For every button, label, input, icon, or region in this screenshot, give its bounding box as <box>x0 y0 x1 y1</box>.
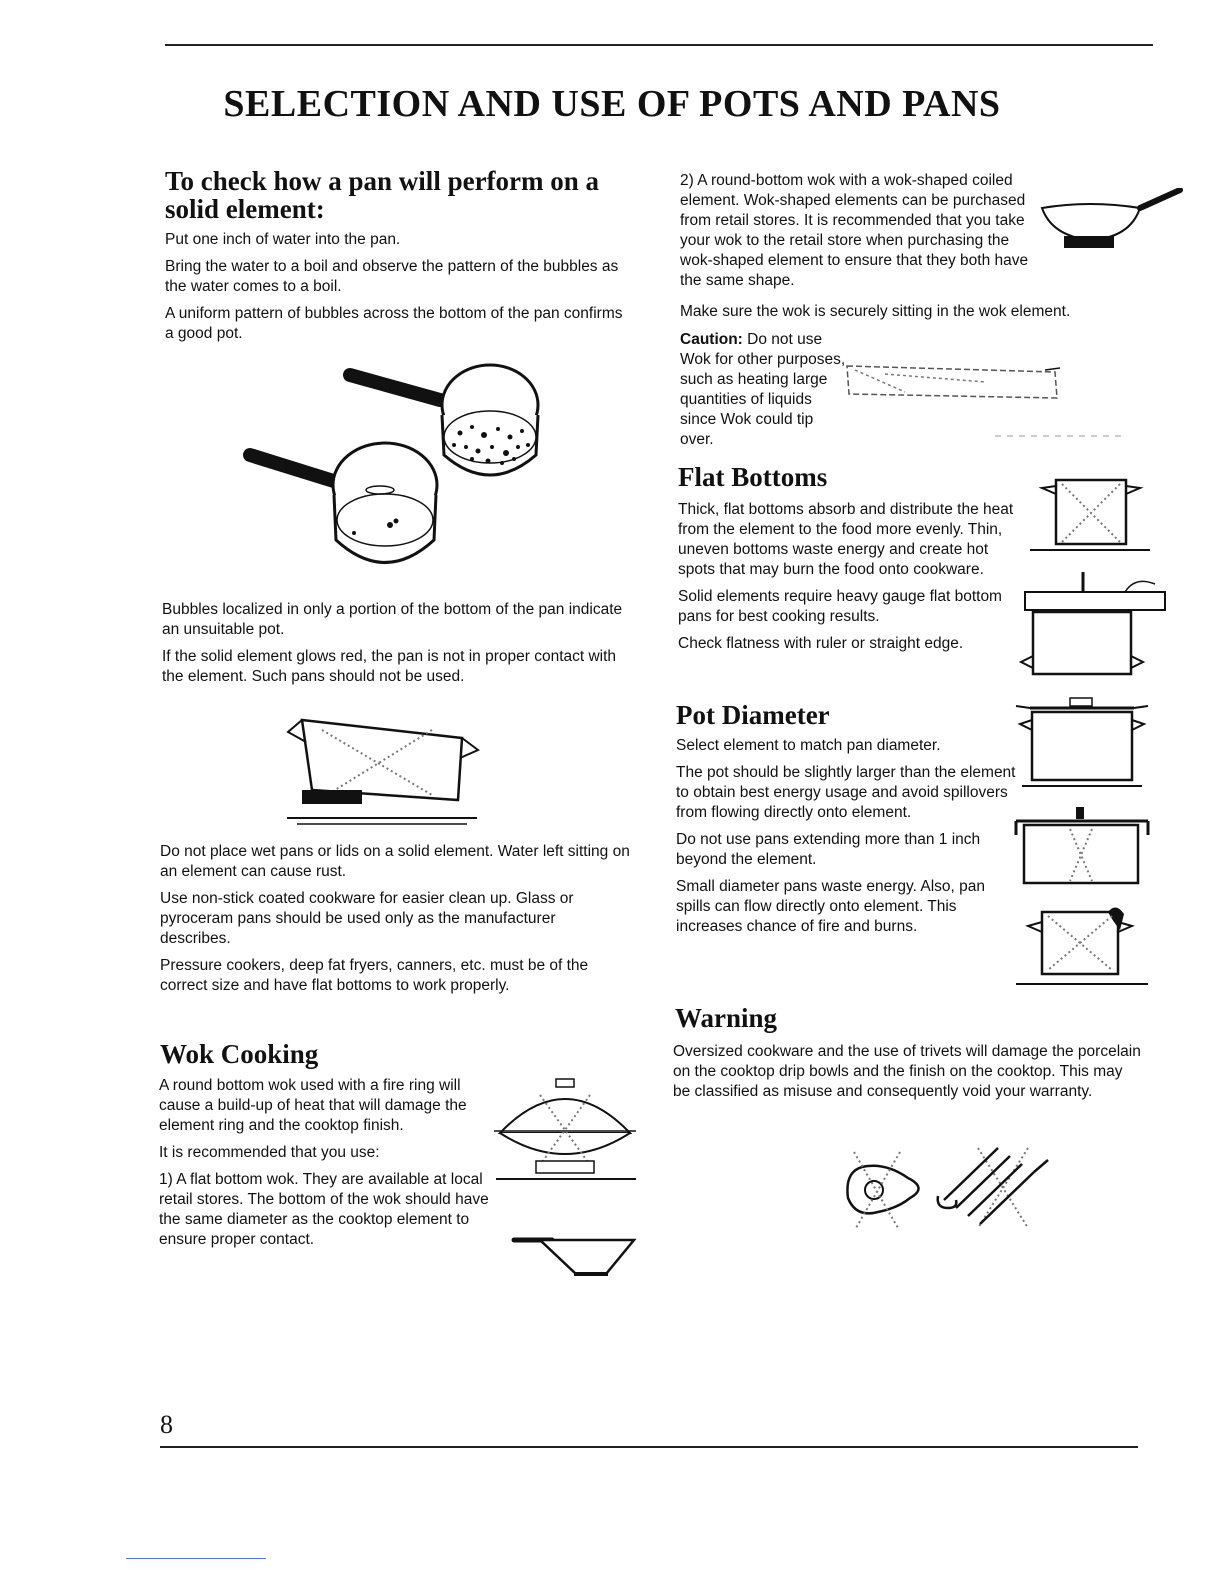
wok-cooking-p2: It is recommended that you use: <box>159 1144 380 1161</box>
wok-tip-figure <box>845 358 1135 448</box>
warning-heading: Warning <box>675 1003 778 1033</box>
wok-cooking-p5: Make sure the wok is securely sitting in the wok element. <box>680 303 1071 320</box>
caution-text: Do not use Wok for other purposes, such as heating large quantities of liquids since Wok could tip over. <box>680 331 846 448</box>
check-pan-notes <box>160 842 630 1003</box>
flat-bottoms-p1: Thick, flat bottoms absorb and distribute the heat from the element to the food more evenly. Thin, uneven bottoms waste energy and create hot spots that may burn the food onto cookware. <box>678 501 1014 578</box>
page-number: 8 <box>160 1410 173 1439</box>
pot-diameter-p3: Do not use pans extending more than 1 inch beyond the element. <box>676 831 981 868</box>
ruler-check-figure <box>1015 568 1170 683</box>
check-pan-p1: Put one inch of water into the pan. <box>165 231 401 248</box>
caution-label: Caution: <box>680 331 743 348</box>
check-pan-more <box>162 600 627 694</box>
flat-wok-figure <box>510 1228 640 1278</box>
bottom-rule <box>160 1446 1138 1448</box>
wok-element-figure <box>1040 188 1185 258</box>
check-pan-p5: If the solid element glows red, the pan is not in proper contact with the element. Such pans should not be used. <box>162 648 617 685</box>
warning-p1: Oversized cookware and the use of trivets will damage the porcelain on the cooktop drip bowls and the finish on the cooktop. This may be classified as misuse and consequently void your warranty. <box>673 1043 1141 1100</box>
flat-bottoms-p2: Solid elements require heavy gauge flat bottom pans for best cooking results. <box>678 588 1002 625</box>
wok-caution <box>680 330 850 450</box>
flat-bottom-x-figure <box>1028 466 1153 566</box>
bottom-link-underline <box>126 1558 266 1559</box>
wok-cooking-text <box>159 1076 499 1257</box>
check-pan-intro <box>165 230 625 351</box>
flat-bottoms-p3: Check flatness with ruler or straight edge. <box>678 635 964 652</box>
bubbles-figure <box>240 355 560 575</box>
wok-secure-text <box>680 302 1150 329</box>
check-pan-p3: A uniform pattern of bubbles across the bottom of the pan confirms a good pot. <box>165 305 623 342</box>
wok-cooking-p3: 1) A flat bottom wok. They are available at local retail stores. The bottom of the wok should have the same diameter as the cooktop element to ensure proper contact. <box>159 1171 489 1248</box>
check-pan-p2: Bring the water to a boil and observe the pattern of the bubbles as the water comes to a boil. <box>165 258 619 295</box>
trivets-figure <box>838 1138 1058 1238</box>
flat-bottoms-text <box>678 500 1023 661</box>
check-pan-p7: Use non-stick coated cookware for easier clean up. Glass or pyroceram pans should be used only as the manufacturer describes. <box>160 890 574 947</box>
unsuitable-pot-figure <box>282 700 482 835</box>
pot-good-figure <box>1008 694 1158 794</box>
check-pan-p6: Do not place wet pans or lids on a solid element. Water left sitting on an element can cause rust. <box>160 843 630 880</box>
flat-bottoms-heading: Flat Bottoms <box>678 462 828 492</box>
pot-diameter-heading: Pot Diameter <box>676 700 830 730</box>
pot-diameter-text <box>676 736 1021 944</box>
wok-cooking-text-cont <box>680 171 1045 291</box>
pot-diameter-p4: Small diameter pans waste energy. Also, pan spills can flow directly onto element. This increases chance of fire and burns. <box>676 878 986 935</box>
pot-oversize-figure <box>1012 805 1152 890</box>
pot-diameter-p1: Select element to match pan diameter. <box>676 737 941 754</box>
pot-diameter-p2: The pot should be slightly larger than the element to obtain best energy usage and avoid spillovers from flowing directly onto element. <box>676 764 1016 821</box>
page-title: SELECTION AND USE OF POTS AND PANS <box>223 83 1001 125</box>
warning-text <box>673 1042 1143 1109</box>
top-rule <box>165 44 1153 46</box>
pot-small-figure <box>1012 900 1152 992</box>
check-pan-heading-line1: To check how a pan will perform on a <box>165 166 600 196</box>
wok-cooking-heading: Wok Cooking <box>160 1039 319 1069</box>
round-wok-figure <box>490 1075 640 1185</box>
check-pan-p4: Bubbles localized in only a portion of the bottom of the pan indicate an unsuitable pot. <box>162 601 623 638</box>
check-pan-heading <box>165 167 599 223</box>
wok-cooking-p4: 2) A round-bottom wok with a wok-shaped coiled element. Wok-shaped elements can be purchased from retail stores. It is recommended that you take your wok to the retail store when purchasing the wok-shaped element to ensure that they both have the same shape. <box>680 172 1029 289</box>
check-pan-p8: Pressure cookers, deep fat fryers, canners, etc. must be of the correct size and have flat bottoms to work properly. <box>160 957 589 994</box>
check-pan-heading-line2: solid element: <box>165 194 325 224</box>
wok-cooking-p1: A round bottom wok used with a fire ring will cause a build-up of heat that will damage the element ring and the cooktop finish. <box>159 1077 467 1134</box>
